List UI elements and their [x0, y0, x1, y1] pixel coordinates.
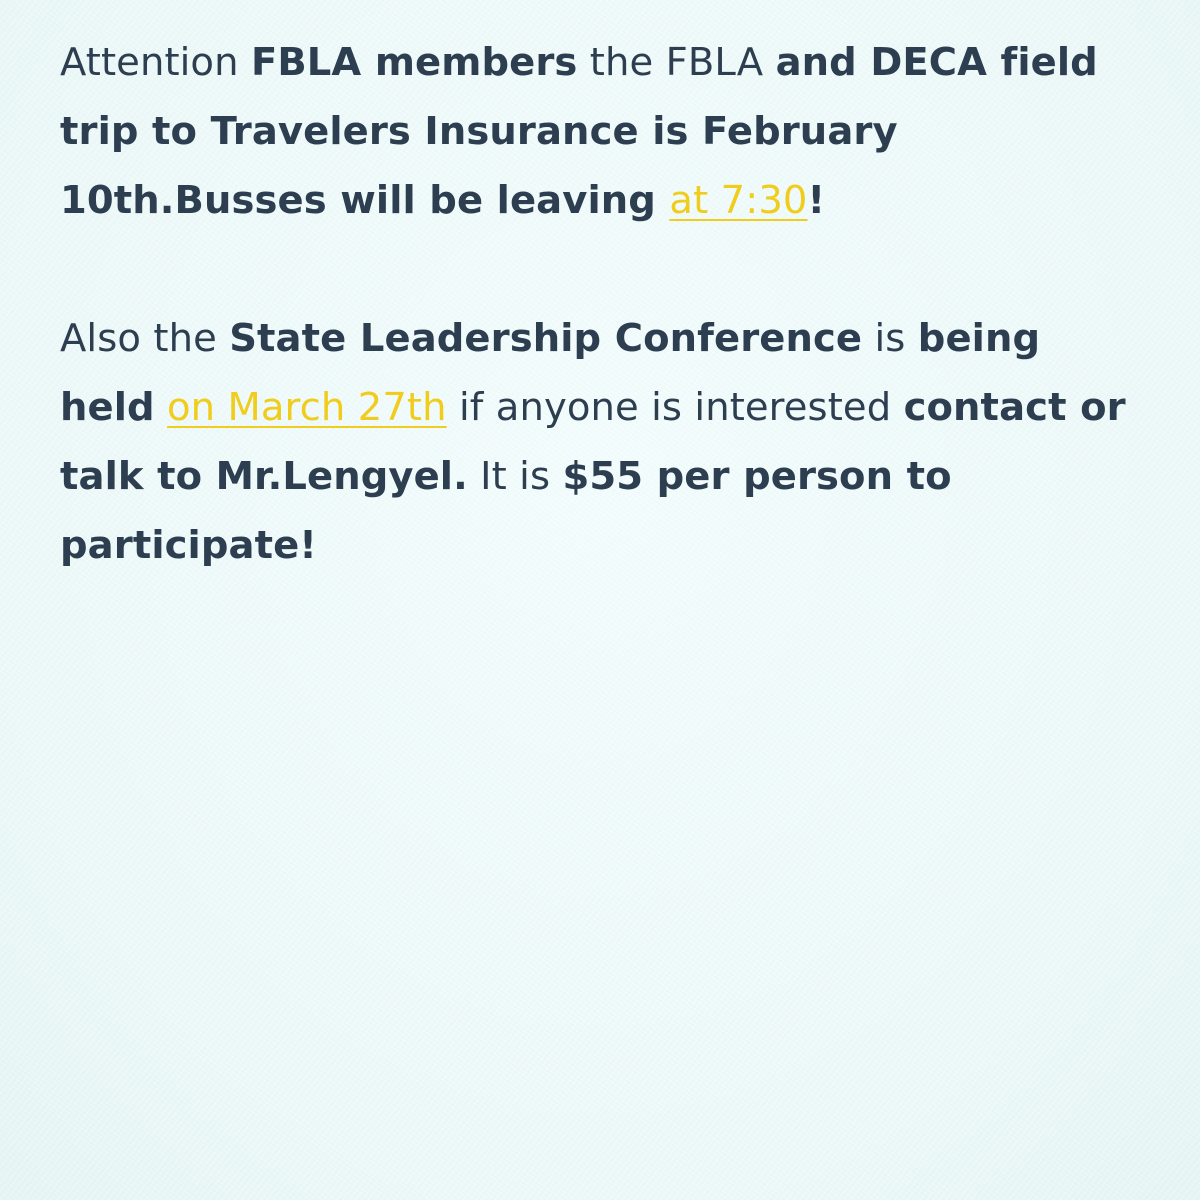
bold-text-span: and DECA field trip to Travelers Insurance is February 10th.Busses will be leaving — [60, 40, 1098, 223]
paragraph-spacer — [60, 235, 1135, 304]
text-span: if anyone is interested — [446, 385, 904, 430]
text-span: It is — [467, 454, 563, 499]
text-span: Attention — [60, 40, 251, 85]
text-span: the FBLA — [577, 40, 776, 85]
note-paragraph-conference — [60, 304, 1135, 580]
note-body[interactable] — [60, 28, 1135, 580]
bold-text-span: FBLA members — [250, 40, 578, 85]
text-span: is — [862, 316, 918, 361]
bold-text-span: contact or talk to Mr.Lengyel. — [60, 385, 1126, 499]
text-span: Also the — [60, 316, 230, 361]
note-paragraph-field-trip — [60, 28, 1135, 235]
bold-text-span: ! — [807, 178, 826, 223]
date-detected-link[interactable]: on March 27th — [167, 385, 447, 430]
bold-text-span: being held — [60, 316, 1041, 430]
time-detected-link[interactable]: at 7:30 — [669, 178, 808, 223]
bold-text-span: $55 per person to participate! — [60, 454, 952, 568]
bold-text-span: State Leadership Conference — [229, 316, 863, 361]
text-span — [155, 385, 167, 430]
